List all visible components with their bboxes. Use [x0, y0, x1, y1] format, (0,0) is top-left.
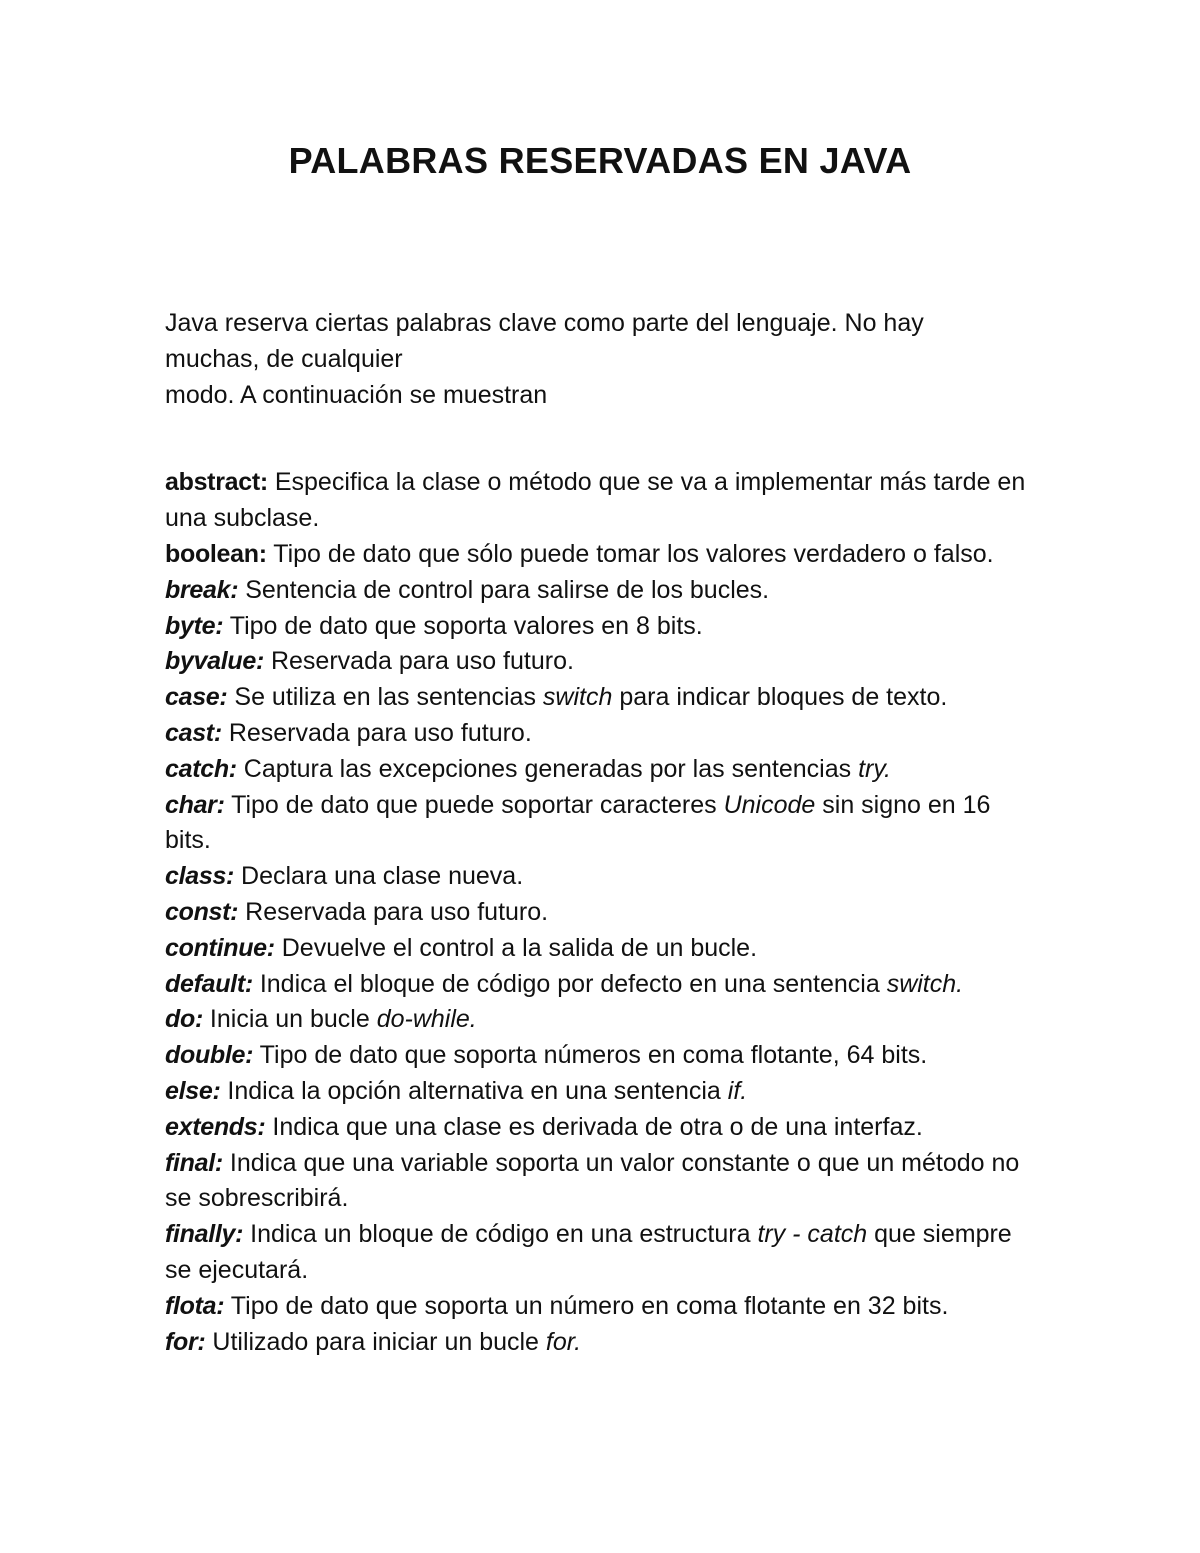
entry-default: [165, 967, 1035, 1003]
keyword: finally:: [165, 1220, 244, 1249]
entry-byte: [165, 609, 1035, 645]
definition: Se utiliza en las sentencias: [227, 683, 543, 712]
code-term: try - catch: [757, 1220, 868, 1249]
definition: Inicia un bucle: [202, 1005, 377, 1034]
code-term: Unicode: [723, 790, 816, 819]
document-body: [165, 306, 1035, 1360]
keyword: for:: [165, 1327, 206, 1356]
definition: Tipo de dato que soporta valores en 8 bits.: [223, 611, 703, 640]
keyword: byte:: [165, 611, 224, 640]
keyword: extends:: [165, 1112, 266, 1141]
entry-abstract: [165, 465, 1035, 537]
definition: Declara una clase nueva.: [234, 862, 524, 891]
keyword: do:: [165, 1005, 203, 1034]
entry-for: [165, 1325, 1035, 1361]
keyword: default:: [165, 969, 253, 998]
keyword: catch:: [165, 754, 237, 783]
code-term: for.: [545, 1327, 582, 1356]
intro-paragraph: [165, 306, 1035, 413]
entry-cast: [165, 716, 1035, 752]
keyword: cast:: [165, 718, 222, 747]
keyword: case:: [165, 683, 228, 712]
code-term: do-while.: [376, 1005, 477, 1034]
entry-flota: [165, 1289, 1035, 1325]
definition: Captura las excepciones generadas por las sentencias: [236, 754, 859, 783]
code-term: if.: [727, 1076, 748, 1105]
keyword: class:: [165, 862, 235, 891]
keyword: char:: [165, 790, 225, 819]
definition: sin signo en 16 bits.: [165, 790, 991, 855]
definition: Sentencia de control para salirse de los bucles.: [238, 575, 770, 604]
definition: Indica la opción alternativa en una sentencia: [220, 1076, 728, 1105]
keyword: break:: [165, 575, 239, 604]
definition: Reservada para uso futuro.: [221, 718, 532, 747]
keyword: double:: [165, 1041, 254, 1070]
definition: Indica que una clase es derivada de otra o de una interfaz.: [265, 1112, 923, 1141]
keyword: const:: [165, 897, 239, 926]
intro-line: modo. A continuación se muestran: [165, 380, 548, 409]
definition: Indica que una variable soporta un valor constante o que un método no se sobrescribirá.: [165, 1148, 1020, 1213]
definition: Especifica la clase o método que se va a implementar más tarde en una subclase.: [165, 468, 1026, 533]
entry-case: [165, 680, 1035, 716]
code-term: switch.: [886, 969, 964, 998]
keyword: byvalue:: [165, 647, 265, 676]
entry-byvalue: [165, 644, 1035, 680]
keyword: else:: [165, 1076, 221, 1105]
entry-const: [165, 895, 1035, 931]
entry-boolean: [165, 537, 1035, 573]
keyword: final:: [165, 1148, 223, 1177]
definition: Tipo de dato que puede soportar caracteres: [224, 790, 724, 819]
intro-line: muchas, de cualquier: [165, 344, 403, 373]
entry-do: [165, 1002, 1035, 1038]
definition: Tipo de dato que sólo puede tomar los valores verdadero o falso.: [266, 539, 994, 568]
definition: Tipo de dato que soporta un número en coma flotante en 32 bits.: [224, 1291, 949, 1320]
entry-char: [165, 788, 1035, 860]
code-term: switch: [542, 683, 613, 712]
entry-else: [165, 1074, 1035, 1110]
intro-line: Java reserva ciertas palabras clave como parte del lenguaje. No hay: [165, 309, 924, 337]
entry-continue: [165, 931, 1035, 967]
keyword: flota:: [165, 1291, 225, 1320]
definition: Utilizado para iniciar un bucle: [205, 1327, 546, 1356]
code-term: try.: [858, 754, 891, 783]
page-title: PALABRAS RESERVADAS EN JAVA: [288, 140, 912, 181]
entry-extends: [165, 1110, 1035, 1146]
keyword: abstract:: [165, 468, 268, 497]
definition: Devuelve el control a la salida de un bucle.: [274, 933, 758, 962]
entry-finally: [165, 1217, 1035, 1289]
entry-catch: [165, 752, 1035, 788]
definition: que siempre se ejecutará.: [165, 1220, 1012, 1284]
entry-double: [165, 1038, 1035, 1074]
keyword: continue:: [165, 933, 275, 962]
entry-break: [165, 573, 1035, 609]
definition: Indica un bloque de código en una estructura: [243, 1220, 758, 1249]
definition: Reservada para uso futuro.: [238, 897, 549, 926]
definition: Tipo de dato que soporta números en coma flotante, 64 bits.: [253, 1041, 928, 1070]
keyword: boolean:: [165, 539, 267, 568]
definition: Indica el bloque de código por defecto en una sentencia: [252, 969, 887, 998]
definition: Reservada para uso futuro.: [264, 647, 574, 676]
entry-class: [165, 859, 1035, 895]
definition: para indicar bloques de texto.: [612, 683, 948, 712]
entry-final: [165, 1146, 1035, 1218]
